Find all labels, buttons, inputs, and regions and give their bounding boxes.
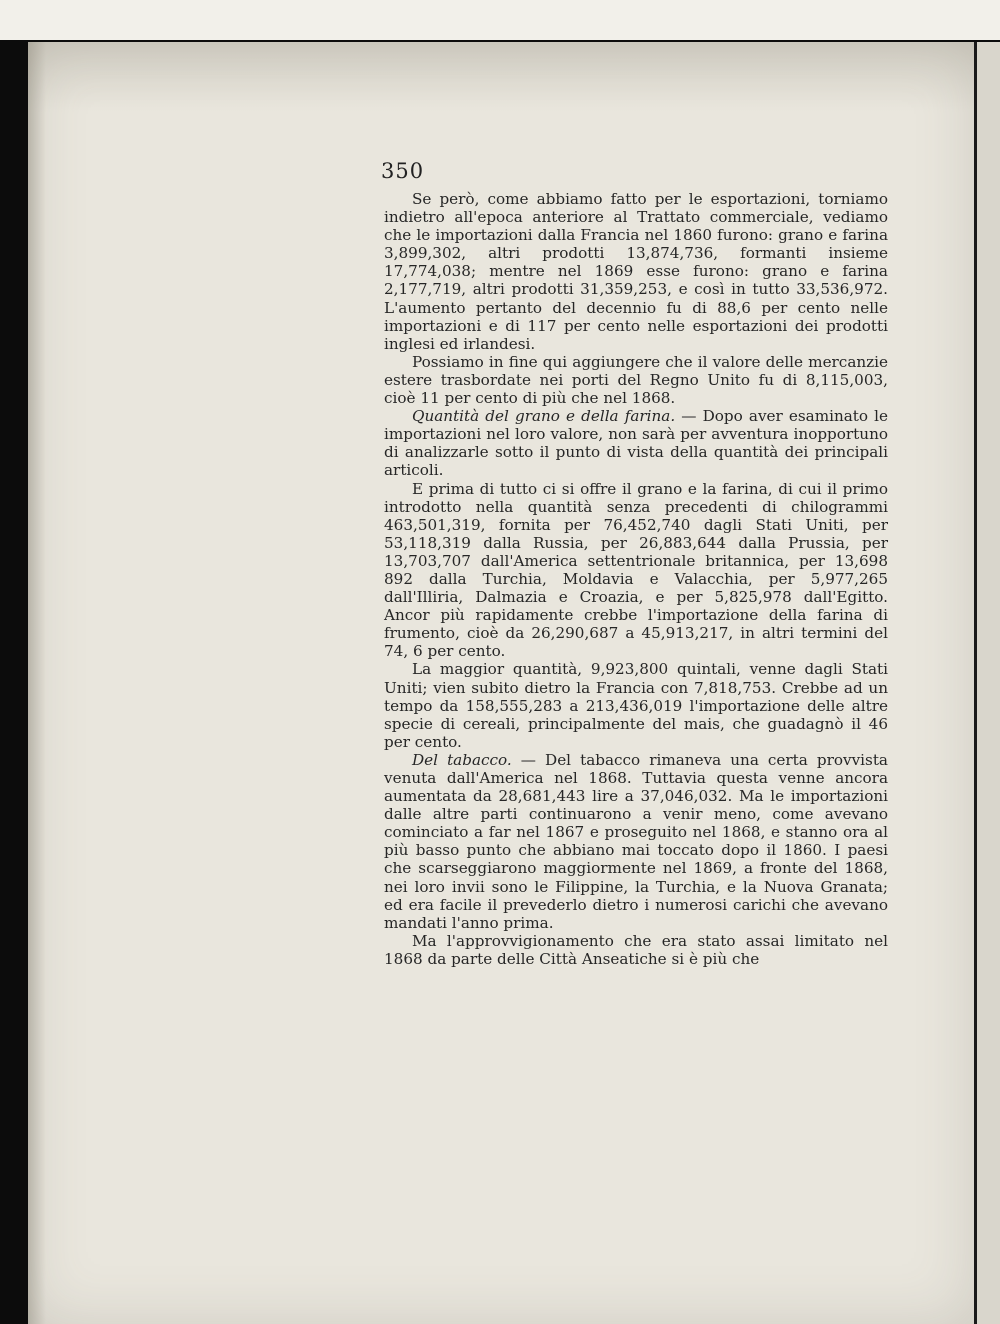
paragraph-4-text: E prima di tutto ci si offre il grano e la farina, di cui il primo introdotto nella quantità senza precedenti di chilogrammi 463,501,319, fornita per 76,452,740 dagli Stati Uniti, per 53,118,319 dalla Russia, per 26,883,644 dalla Prussia, per 13,703,707 dall'America settentrionale britannica, per 13,698 892 dalla Turchia, Moldavia e Valacchia, per 5,977,265 dall'Illiria, Dalmazia e Croazia, e per 5,825,978 dall'Egitto. Ancor più rapidamente crebbe l'importazione della farina di frumento, cioè da 26,290,687 a 45,913,217, in altri termini del 74, 6 per cento. xyxy=(384,479,888,661)
paragraph-7-text: Ma l'approvvigionamento che era stato assai limitato nel 1868 da parte delle Città Anseatiche si è più che xyxy=(384,931,888,968)
paragraph-3 xyxy=(384,407,888,479)
page-number: 350 xyxy=(381,159,425,183)
body-text xyxy=(384,190,888,968)
paragraph-5-text: La maggior quantità, 9,923,800 quintali, venne dagli Stati Uniti; vien subito dietro la Francia con 7,818,753. Crebbe ad un tempo da 158,555,283 a 213,436,019 l'importazione delle altre specie di cereali, principalmente del mais, che guadagnò il 46 per cento. xyxy=(384,660,888,751)
page-gutter-shadow xyxy=(28,42,46,1324)
paragraph-7 xyxy=(384,932,888,968)
paragraph-1 xyxy=(384,190,888,353)
paragraph-6 xyxy=(384,751,888,932)
paragraph-4 xyxy=(384,480,888,661)
paragraph-2 xyxy=(384,353,888,407)
page-right-edge xyxy=(974,42,1000,1324)
paragraph-6-lead: Del tabacco. xyxy=(412,750,512,769)
page-top-shadow xyxy=(28,42,974,112)
paragraph-2-text: Possiamo in fine qui aggiungere che il valore delle mercanzie estere trasbordate nei porti del Regno Unito fu di 8,115,003, cioè 11 per cento di più che nel 1868. xyxy=(384,352,888,408)
paragraph-5 xyxy=(384,660,888,750)
paragraph-6-text: — Del tabacco rimaneva una certa provvista venuta dall'America nel 1868. Tuttavia questa venne ancora aumentata da 28,681,443 lire a 37,046,032. Ma le importazioni dalle altre parti continuarono a venir meno, come avevano cominciato a far nel 1867 e proseguito nel 1868, e stanno ora al più basso punto che abbiano mai toccato dopo il 1860. I paesi che scarseggiarono maggiormente nel 1869, a fronte del 1868, nei loro invii sono le Filippine, la Turchia, e la Nuova Granata; ed era facile il prevederlo dietro i numerosi carichi che avevano mandati l'anno prima. xyxy=(384,750,888,932)
paragraph-3-lead: Quantità del grano e della farina. xyxy=(412,407,676,426)
scan-background-top xyxy=(0,0,1000,40)
paragraph-1-text: Se però, come abbiamo fatto per le esportazioni, torniamo indietro all'epoca anteriore al Trattato commerciale, vediamo che le importazioni dalla Francia nel 1860 furono: grano e farina 3,899,302, altri prodotti 13,874,736, formanti insieme 17,774,038; mentre nel 1869 esse furono: grano e farina 2,177,719, altri prodotti 31,359,253, e così in tutto 33,536,972. L'aumento pertanto del decennio fu di 88,6 per cento nelle importazioni e di 117 per cento nelle esportazioni dei prodotti inglesi ed irlandesi. xyxy=(384,190,888,353)
paragraph-3-text: — Dopo aver esaminato le importazioni nel loro valore, non sarà per avventura inopportuno di analizzarle sotto il punto di vista della quantità dei principali articoli. xyxy=(384,407,889,480)
